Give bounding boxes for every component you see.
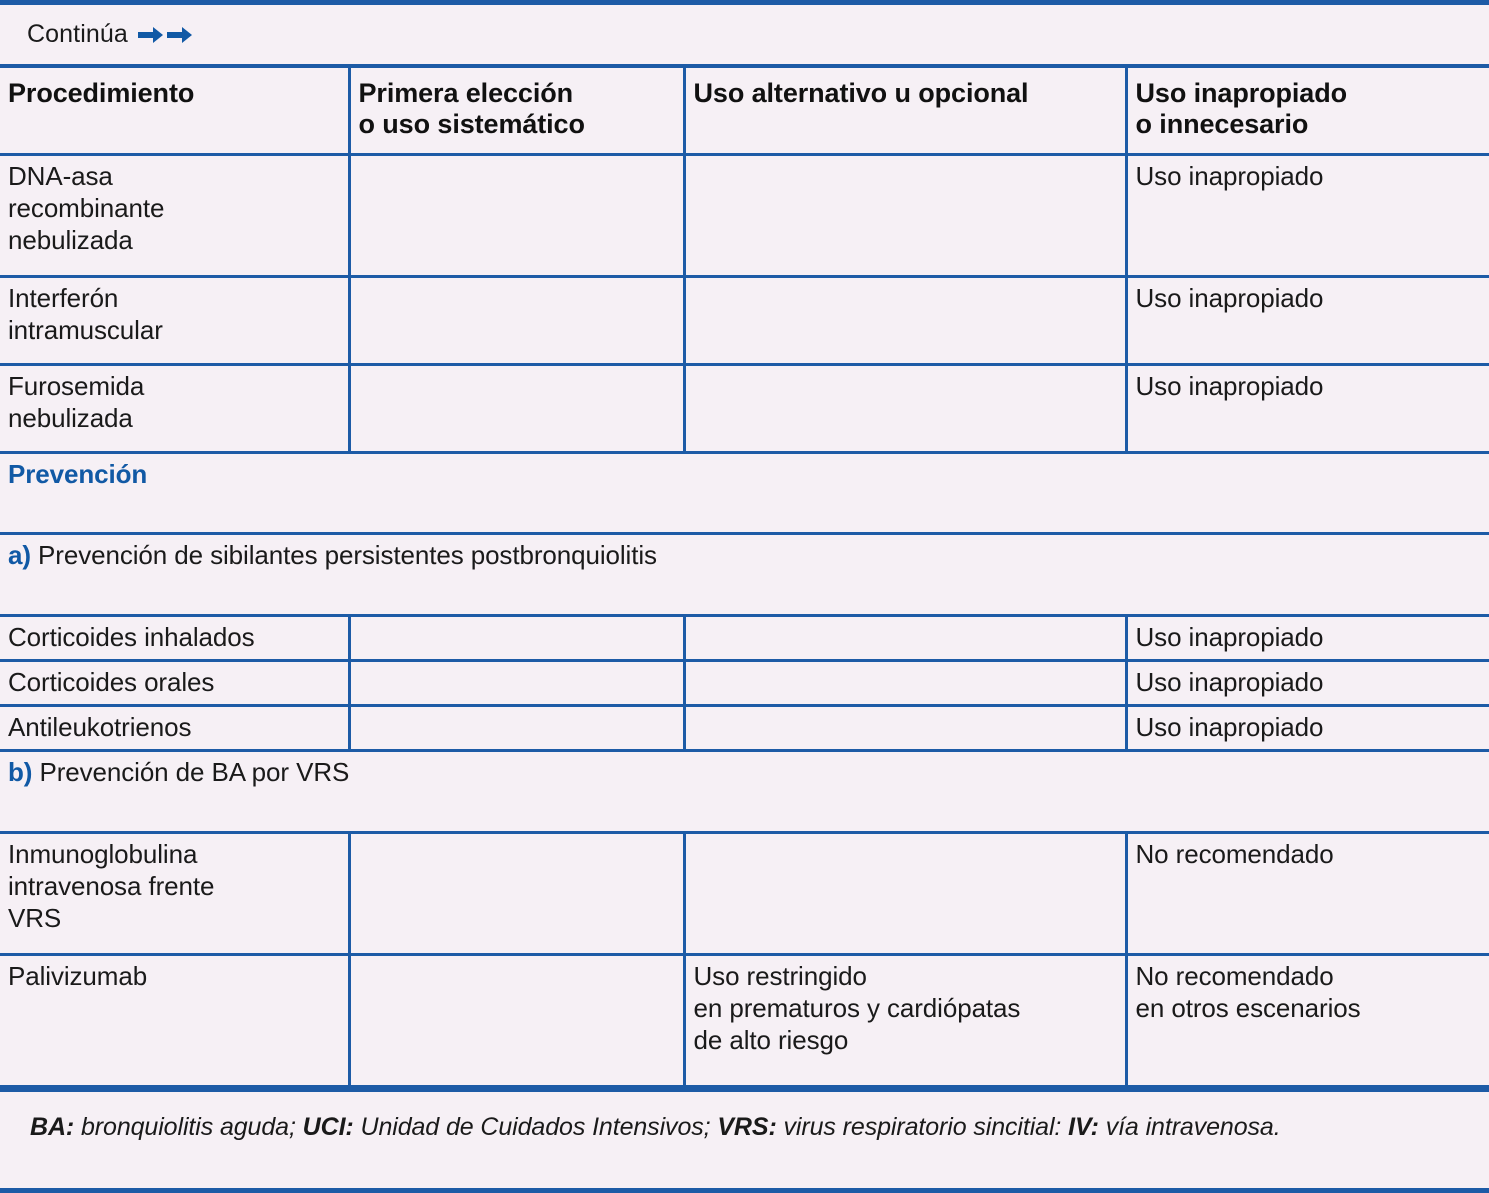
cell-line: de alto riesgo bbox=[693, 1025, 849, 1056]
cell-line: Corticoides inhalados bbox=[8, 621, 255, 652]
header-line: o innecesario bbox=[1135, 109, 1309, 140]
procedures-table bbox=[0, 68, 1489, 1088]
cell-primera-eleccion bbox=[349, 276, 684, 364]
cell-primera-eleccion bbox=[349, 955, 684, 1087]
abbr-definition: virus respiratorio sincitial: bbox=[776, 1113, 1069, 1141]
cell-procedimiento bbox=[0, 364, 349, 452]
cell-primera-eleccion bbox=[349, 706, 684, 751]
subsection-header-cell bbox=[0, 751, 1489, 833]
arrow-right-icon bbox=[167, 26, 193, 44]
cell-primera-eleccion bbox=[349, 154, 684, 276]
subsection-header-row bbox=[0, 751, 1489, 833]
cell-line: nebulizada bbox=[8, 225, 133, 256]
header-line: Uso alternativo u opcional bbox=[693, 78, 1029, 108]
continued-banner bbox=[0, 5, 1489, 68]
cell-procedimiento bbox=[0, 276, 349, 364]
cell-line: intravenosa frente bbox=[8, 871, 215, 902]
abbr-term: BA: bbox=[30, 1113, 75, 1141]
table-row bbox=[0, 706, 1489, 751]
column-header-primera-eleccion bbox=[349, 68, 684, 154]
cell-line: Uso restringido bbox=[693, 961, 867, 991]
table-row bbox=[0, 364, 1489, 452]
cell-line: en otros escenarios bbox=[1135, 993, 1361, 1024]
subsection-marker: a) bbox=[8, 540, 31, 571]
cell-uso-inapropiado bbox=[1126, 955, 1489, 1087]
abbr-definition: Unidad de Cuidados Intensivos; bbox=[353, 1113, 718, 1141]
continued-arrows bbox=[138, 26, 193, 44]
table-row bbox=[0, 154, 1489, 276]
cell-uso-inapropiado: Uso inapropiado bbox=[1135, 712, 1324, 743]
cell-primera-eleccion bbox=[349, 615, 684, 660]
subsection-marker: b) bbox=[8, 757, 33, 788]
header-line: Uso inapropiado bbox=[1135, 78, 1348, 108]
table-row bbox=[0, 615, 1489, 660]
cell-uso-inapropiado: Uso inapropiado bbox=[1135, 370, 1324, 401]
cell-procedimiento bbox=[0, 706, 349, 751]
subsection-header-row bbox=[0, 534, 1489, 616]
cell-uso-alternativo bbox=[684, 364, 1126, 452]
abbr-term: VRS: bbox=[717, 1113, 777, 1141]
cell-line: Corticoides orales bbox=[8, 666, 215, 697]
section-header-cell bbox=[0, 452, 1489, 534]
cell-line: recombinante bbox=[8, 192, 165, 223]
column-header-uso-inapropiado bbox=[1126, 68, 1489, 154]
cell-uso-inapropiado: Uso inapropiado bbox=[1135, 621, 1324, 652]
header-line: o uso sistemático bbox=[358, 109, 585, 140]
abbr-definition: vía intravenosa. bbox=[1098, 1113, 1281, 1141]
cell-procedimiento bbox=[0, 615, 349, 660]
footnote bbox=[0, 1088, 1489, 1188]
cell-procedimiento bbox=[0, 833, 349, 955]
cell-line: Antileukotrienos bbox=[8, 712, 192, 743]
table-row bbox=[0, 833, 1489, 955]
cell-primera-eleccion bbox=[349, 364, 684, 452]
cell-uso-alternativo bbox=[684, 660, 1126, 705]
table-header-row bbox=[0, 68, 1489, 154]
header-line: Procedimiento bbox=[8, 78, 195, 108]
cell-procedimiento bbox=[0, 660, 349, 705]
cell-procedimiento bbox=[0, 955, 349, 1087]
cell-line: Interferón bbox=[8, 282, 119, 313]
continued-label: Continúa bbox=[27, 20, 128, 48]
cell-line: VRS bbox=[8, 903, 62, 934]
cell-uso-alternativo bbox=[684, 276, 1126, 364]
column-header-procedimiento bbox=[0, 68, 349, 154]
section-title: Prevención bbox=[8, 458, 148, 489]
table-row bbox=[0, 276, 1489, 364]
cell-uso-alternativo bbox=[684, 615, 1126, 660]
cell-line: intramuscular bbox=[8, 314, 163, 345]
subsection-header-cell bbox=[0, 534, 1489, 616]
cell-uso-alternativo bbox=[684, 154, 1126, 276]
abbr-definition: bronquiolitis aguda; bbox=[74, 1113, 303, 1141]
abbr-term: UCI: bbox=[302, 1113, 354, 1141]
cell-uso-alternativo bbox=[684, 706, 1126, 751]
subsection-label: Prevención de sibilantes persistentes postbronquiolitis bbox=[38, 540, 657, 571]
cell-line: No recomendado bbox=[1135, 961, 1334, 991]
section-header-row bbox=[0, 452, 1489, 534]
cell-line: Palivizumab bbox=[8, 961, 148, 991]
cell-line: en prematuros y cardiópatas bbox=[693, 993, 1021, 1024]
cell-line: Inmunoglobulina bbox=[8, 839, 198, 869]
header-line: Primera elección bbox=[358, 78, 574, 108]
cell-line: nebulizada bbox=[8, 402, 133, 433]
table-row bbox=[0, 955, 1489, 1087]
cell-line: Furosemida bbox=[8, 370, 145, 401]
subsection-label: Prevención de BA por VRS bbox=[39, 757, 350, 788]
cell-procedimiento bbox=[0, 154, 349, 276]
cell-uso-inapropiado: Uso inapropiado bbox=[1135, 160, 1324, 191]
cell-uso-inapropiado: Uso inapropiado bbox=[1135, 282, 1324, 313]
subsection-text bbox=[31, 540, 38, 570]
cell-line: DNA-asa bbox=[8, 160, 113, 191]
column-header-uso-alternativo bbox=[684, 68, 1126, 154]
table-row bbox=[0, 660, 1489, 705]
cell-primera-eleccion bbox=[349, 833, 684, 955]
arrow-right-icon bbox=[138, 26, 164, 44]
cell-uso-inapropiado: Uso inapropiado bbox=[1135, 666, 1324, 697]
abbr-term: IV: bbox=[1068, 1113, 1099, 1141]
cell-primera-eleccion bbox=[349, 660, 684, 705]
cell-uso-inapropiado: No recomendado bbox=[1135, 839, 1334, 869]
cell-uso-alternativo bbox=[684, 833, 1126, 955]
cell-uso-alternativo bbox=[684, 955, 1126, 1087]
